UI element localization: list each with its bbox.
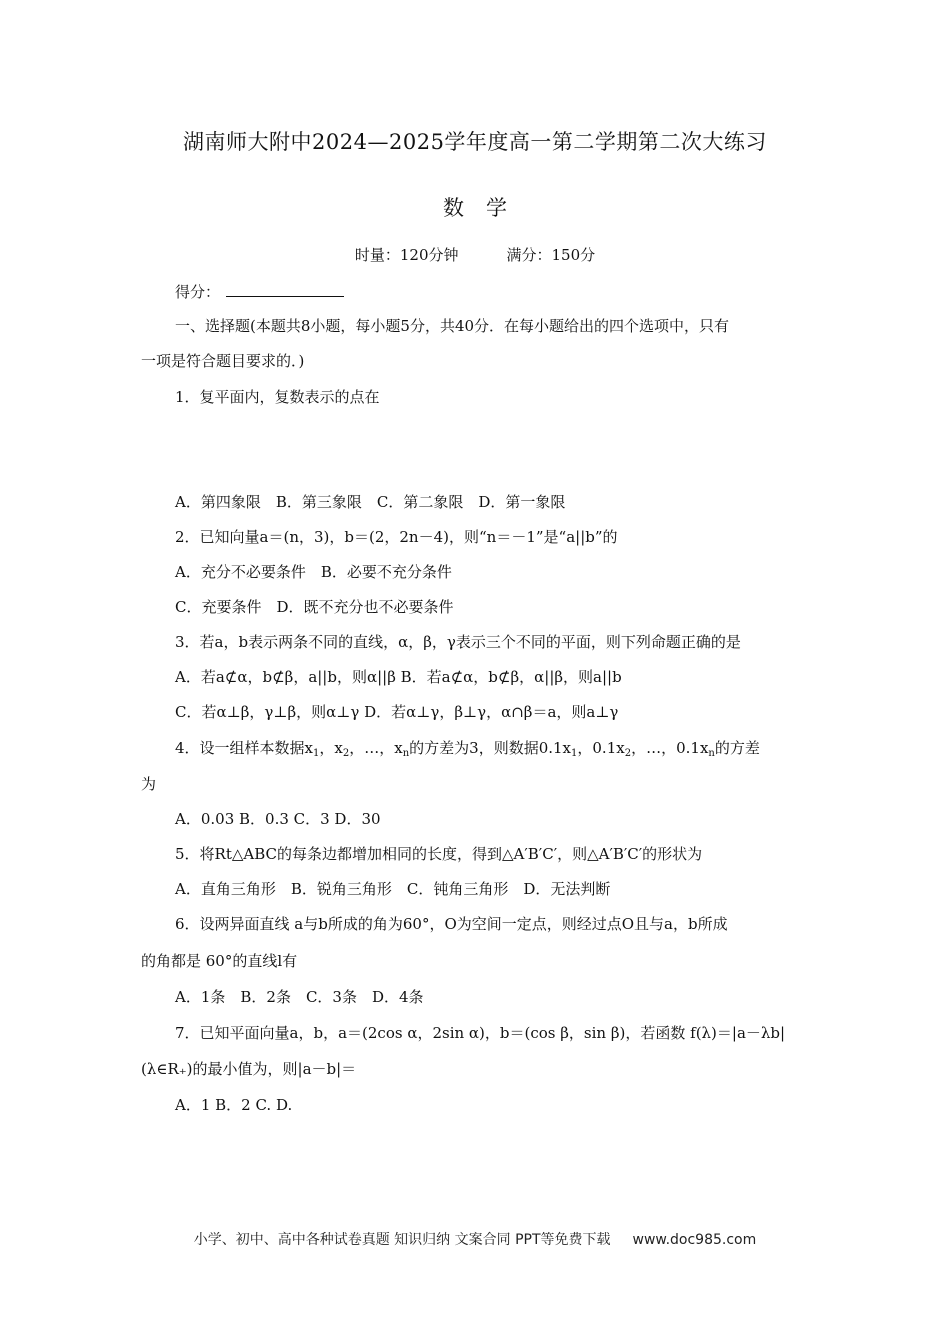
question-7-options: A．1 B．2 C. D. bbox=[175, 1096, 293, 1114]
question-6-options: A．1条 B．2条 C．3条 D．4条 bbox=[175, 988, 424, 1006]
question-4-stem: 4．设一组样本数据$x_1$，$x_2$，…，$x_n$的方差为3，则数据$0.1x_1$，$0.1x_2$，…，$0.1x_n$的方差 bbox=[175, 739, 760, 759]
footer-url-link[interactable]: www.doc985.com bbox=[632, 1232, 757, 1248]
question-6-stem-line2: 的角都是 60°的直线l有 bbox=[141, 952, 298, 970]
question-3-stem: 3．若a，b表示两条不同的直线，α，β，γ表示三个不同的平面，则下列命题正确的是 bbox=[175, 633, 741, 651]
question-5-stem: 5．将Rt△ABC的每条边都增加相同的长度，得到△A′B′C′，则△A′B′C′的形状为 bbox=[175, 845, 703, 863]
question-2-options-line2: C．充要条件 D．既不充分也不必要条件 bbox=[175, 598, 454, 616]
question-7-stem-line1: 7．已知平面向量a，b，a＝(2cos α，2sin α)，b＝(cos β，sin β)，若函数 f(λ)＝|a－λb| bbox=[175, 1024, 786, 1042]
time-limit: 时量：120分钟 bbox=[354, 246, 459, 264]
question-3-options-line2: C．若α⊥β，γ⊥β，则α⊥γ D．若α⊥γ，β⊥γ，α∩β＝a，则a⊥γ bbox=[175, 703, 619, 721]
exam-title: 湖南师大附中2024—2025学年度高一第二学期第二次大练习 bbox=[183, 130, 767, 154]
section-intro-line2: 一项是符合题目要求的．) bbox=[141, 352, 305, 370]
question-1-options: A．第四象限 B．第三象限 C．第二象限 D．第一象限 bbox=[175, 493, 566, 511]
score-blank[interactable] bbox=[226, 282, 344, 297]
question-3-options-line1: A．若a⊄α，b⊄β，a||b，则α||β B．若a⊄α，b⊄β，α||β，则a||b bbox=[175, 668, 622, 686]
score-field bbox=[175, 282, 344, 302]
subject-heading: 数学 bbox=[443, 196, 529, 220]
question-7-stem-line2: (λ∈R₊)的最小值为，则|a－b|＝ bbox=[141, 1060, 357, 1078]
page-footer bbox=[0, 1229, 950, 1249]
question-4-options: A．0.03 B．0.3 C．3 D．30 bbox=[175, 810, 381, 828]
question-4-stem-line2: 为 bbox=[141, 775, 157, 793]
question-2-options-line1: A．充分不必要条件 B．必要不充分条件 bbox=[175, 563, 452, 581]
question-1-stem: 1．复平面内，复数表示的点在 bbox=[175, 388, 380, 406]
question-6-stem-line1: 6．设两异面直线 a与b所成的角为60°，O为空间一定点，则经过点O且与a，b所成 bbox=[175, 915, 728, 933]
total-score: 满分：150分 bbox=[506, 246, 596, 264]
question-2-stem: 2．已知向量a＝(n，3)，b＝(2，2n－4)，则“n＝－1”是“a||b”的 bbox=[175, 528, 618, 546]
score-label: 得分： bbox=[175, 283, 221, 301]
section-intro-line1: 一、选择题(本题共8小题，每小题5分，共40分．在每小题给出的四个选项中，只有 bbox=[175, 317, 730, 335]
question-5-options: A．直角三角形 B．锐角三角形 C．钝角三角形 D．无法判断 bbox=[175, 880, 611, 898]
footer-text: 小学、初中、高中各种试卷真题 知识归纳 文案合同 PPT等免费下载 bbox=[193, 1232, 611, 1248]
exam-time-info bbox=[0, 244, 950, 265]
